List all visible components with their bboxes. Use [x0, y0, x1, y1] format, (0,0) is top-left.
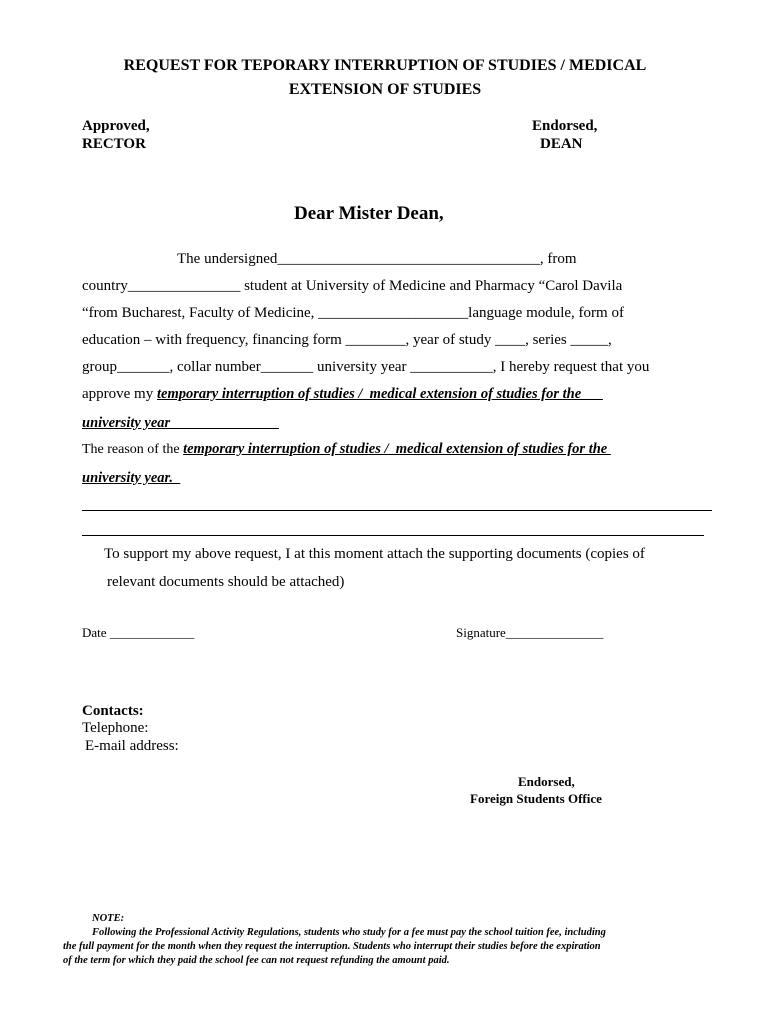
date-field[interactable]: Date _____________	[82, 625, 195, 640]
endorsed-label: Endorsed,	[532, 118, 598, 134]
note-heading: NOTE:	[92, 913, 125, 924]
title-line-2: EXTENSION OF STUDIES	[288, 81, 482, 98]
note-line-3: of the term for which they paid the school fee can not request refunding the amount paid.	[63, 955, 450, 966]
support-line-2: relevant documents should be attached)	[107, 574, 345, 590]
body-line-4: education – with frequency, financing form ________, year of study ____, series _____,	[82, 332, 612, 348]
body-line-7	[82, 414, 279, 432]
university-year-emphasis: university year	[82, 415, 279, 431]
body-line-2: country_______________ student at University of Medicine and Pharmacy “Carol Davila	[82, 278, 623, 294]
body-line-5: group_______, collar number_______ university year ___________, I hereby request that you	[82, 359, 650, 375]
contacts-heading: Contacts:	[82, 703, 144, 719]
salutation: Dear Mister Dean,	[294, 203, 444, 224]
rector-label: RECTOR	[82, 136, 146, 152]
approved-label: Approved,	[82, 118, 150, 134]
reason-prefix: The reason of the	[82, 442, 184, 457]
reason-blank-line-1[interactable]	[82, 510, 712, 511]
note-line-1: Following the Professional Activity Regulations, students who study for a fee must pay the school tuition fee, including	[92, 927, 606, 938]
reason-emphasis: temporary interruption of studies / medical extension of studies for the	[183, 441, 611, 457]
signature-field[interactable]: Signature_______________	[456, 625, 604, 640]
body-line-3: “from Bucharest, Faculty of Medicine, ____________________language module, form of	[82, 305, 624, 321]
email-label: E-mail address:	[85, 738, 179, 754]
office-endorsed-label: Endorsed,	[518, 774, 575, 789]
body-line-6	[82, 386, 603, 403]
reason-line	[82, 441, 611, 458]
title-line-1: REQUEST FOR TEPORARY INTERRUPTION OF STUDIES / MEDICAL	[123, 57, 647, 74]
telephone-label: Telephone:	[82, 720, 149, 736]
dean-label: DEAN	[540, 136, 583, 152]
office-name: Foreign Students Office	[470, 791, 602, 806]
request-type-emphasis: temporary interruption of studies / medical extension of studies for the	[156, 386, 603, 402]
reason-year-emphasis: university year.	[82, 470, 181, 486]
note-line-2: the full payment for the month when they request the interruption. Students who interrupt their studies before the expiration	[63, 941, 601, 952]
reason-line-2	[82, 469, 180, 487]
body-line-1: The undersigned___________________________________, from	[177, 251, 577, 267]
support-line-1: To support my above request, I at this moment attach the supporting documents (copies of	[104, 546, 645, 562]
reason-blank-line-2[interactable]	[82, 535, 704, 536]
body-line-6-prefix: approve my	[82, 386, 157, 402]
